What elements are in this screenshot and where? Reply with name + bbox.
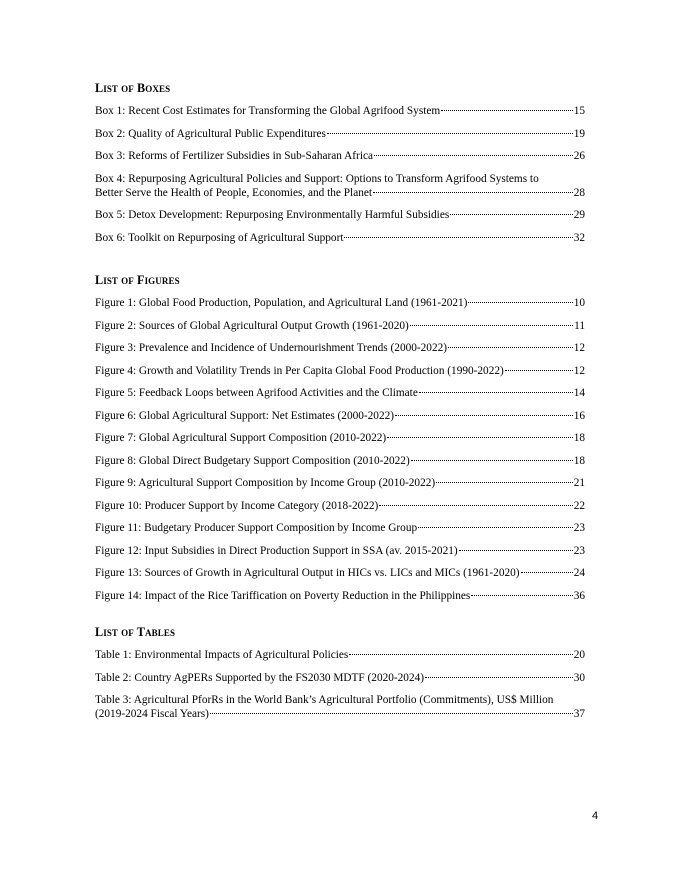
entry-title: Figure 10: Producer Support by Income Category (2018-2022) [95, 499, 379, 512]
entry-title: Table 2: Country AgPERs Supported by the FS2030 MDTF (2020-2024) [95, 671, 425, 684]
toc-entry-box-5[interactable] [95, 208, 585, 222]
leader-dots [448, 347, 573, 348]
entry-title: Figure 9: Agricultural Support Composition by Income Group (2010-2022) [95, 477, 436, 489]
toc-entry-figure-13[interactable] [95, 566, 585, 580]
leader-dots [373, 192, 573, 193]
leader-dots [210, 713, 573, 714]
entry-page: 18 [573, 432, 585, 444]
leader-dots [468, 302, 572, 303]
entry-page: 10 [573, 297, 585, 309]
toc-entry-table-1[interactable] [95, 648, 585, 662]
entry-page: 12 [573, 364, 585, 377]
toc-entry-figure-10[interactable] [95, 499, 585, 513]
entry-title: Figure 12: Input Subsidies in Direct Production Support in SSA (av. 2015-2021) [95, 544, 458, 557]
leader-dots [387, 437, 573, 438]
leader-dots [410, 325, 573, 326]
leader-dots [505, 370, 573, 371]
list-of-boxes [95, 81, 585, 253]
entry-page: 15 [573, 105, 585, 117]
toc-entry-figure-12[interactable] [95, 544, 585, 558]
leader-dots [411, 460, 573, 461]
entry-page: 36 [573, 589, 585, 602]
entry-title: (2019-2024 Fiscal Years) [95, 708, 209, 720]
entry-title: Figure 1: Global Food Production, Population, and Agricultural Land (1961-2021) [95, 297, 468, 309]
entry-page: 30 [573, 671, 585, 684]
toc-entry-figure-8[interactable] [95, 454, 585, 468]
entry-page: 21 [573, 477, 585, 489]
toc-entry-box-3[interactable] [95, 149, 585, 163]
leader-dots [471, 595, 572, 596]
toc-entry-figure-5[interactable] [95, 386, 585, 400]
entry-page: 32 [573, 231, 585, 244]
leader-dots [395, 415, 573, 416]
entry-title: Box 6: Toolkit on Repurposing of Agricultural Support [95, 231, 344, 244]
entry-title: Figure 7: Global Agricultural Support Composition (2010-2022) [95, 432, 387, 444]
leader-dots [441, 110, 573, 111]
toc-entry-box-1[interactable] [95, 104, 585, 118]
toc-entry-box-2[interactable] [95, 127, 585, 141]
leader-dots [349, 654, 572, 655]
list-of-figures-heading: List of Figures [95, 273, 180, 287]
entry-title: Figure 13: Sources of Growth in Agricultural Output in HICs vs. LICs and MICs (1961-2020) [95, 567, 520, 579]
entry-page: 20 [573, 649, 585, 661]
entry-title-line1: Box 4: Repurposing Agricultural Policies and Support: Options to Transform Agrifood Systems to [95, 172, 539, 185]
list-of-boxes-heading: List of Boxes [95, 81, 171, 95]
list-of-tables-heading: List of Tables [95, 625, 176, 639]
entry-title: Box 3: Reforms of Fertilizer Subsidies in Sub-Saharan Africa [95, 150, 373, 162]
entry-title: Figure 6: Global Agricultural Support: Net Estimates (2000-2022) [95, 409, 395, 422]
entry-page: 24 [573, 567, 585, 579]
leader-dots [459, 550, 573, 551]
entry-title: Better Serve the Health of People, Economies, and the Planet [95, 186, 373, 199]
entry-title: Figure 14: Impact of the Rice Tariffication on Poverty Reduction in the Philippines [95, 589, 471, 602]
entry-title: Figure 4: Growth and Volatility Trends in Per Capita Global Food Production (1990-2022) [95, 364, 504, 377]
leader-dots [419, 392, 573, 393]
toc-entry-figure-11[interactable] [95, 521, 585, 535]
list-of-tables [95, 625, 585, 730]
entry-title: Figure 3: Prevalence and Incidence of Undernourishment Trends (2000-2022) [95, 342, 448, 354]
leader-dots [436, 482, 573, 483]
list-of-figures [95, 273, 585, 611]
entry-title: Box 1: Recent Cost Estimates for Transforming the Global Agrifood System [95, 105, 441, 117]
leader-dots [327, 133, 573, 134]
entry-page: 12 [573, 342, 585, 354]
entry-title: Figure 2: Sources of Global Agricultural Output Growth (1961-2020) [95, 319, 409, 332]
leader-dots [379, 505, 572, 506]
leader-dots [521, 572, 573, 573]
entry-page: 18 [573, 454, 585, 467]
entry-title: Table 1: Environmental Impacts of Agricultural Policies [95, 649, 349, 661]
toc-entry-figure-4[interactable] [95, 364, 585, 378]
toc-entry-box-6[interactable] [95, 231, 585, 245]
leader-dots [344, 237, 572, 238]
entry-page: 28 [573, 186, 585, 199]
entry-page: 19 [573, 127, 585, 140]
toc-entry-figure-9[interactable] [95, 476, 585, 490]
page-number: 4 [592, 810, 599, 822]
leader-dots [374, 155, 573, 156]
entry-page: 26 [573, 150, 585, 162]
toc-entry-figure-3[interactable] [95, 341, 585, 355]
toc-entry-figure-2[interactable] [95, 319, 585, 333]
entry-page: 23 [573, 522, 585, 534]
toc-entry-box-4[interactable] [95, 172, 585, 200]
entry-page: 29 [573, 209, 585, 221]
toc-entry-figure-1[interactable] [95, 296, 585, 310]
entry-title: Figure 11: Budgetary Producer Support Composition by Income Group [95, 522, 418, 534]
toc-entry-table-3[interactable] [95, 693, 585, 721]
toc-entry-figure-7[interactable] [95, 431, 585, 445]
entry-page: 16 [573, 409, 585, 422]
leader-dots [425, 677, 573, 678]
toc-entry-table-2[interactable] [95, 671, 585, 685]
toc-entry-figure-14[interactable] [95, 589, 585, 603]
entry-page: 11 [574, 319, 585, 332]
entry-page: 22 [573, 499, 585, 512]
entry-title: Box 5: Detox Development: Repurposing Environmentally Harmful Subsidies [95, 209, 450, 221]
entry-title-line1: Table 3: Agricultural PforRs in the World Bank’s Agricultural Portfolio (Commitments), US$ Million [95, 694, 554, 706]
entry-page: 23 [573, 544, 585, 557]
toc-entry-figure-6[interactable] [95, 409, 585, 423]
leader-dots [418, 527, 573, 528]
entry-page: 37 [573, 708, 585, 720]
leader-dots [450, 214, 572, 215]
entry-page: 14 [573, 387, 585, 399]
entry-title: Figure 5: Feedback Loops between Agrifood Activities and the Climate [95, 387, 418, 399]
entry-title: Box 2: Quality of Agricultural Public Expenditures [95, 127, 326, 140]
entry-title: Figure 8: Global Direct Budgetary Support Composition (2010-2022) [95, 454, 410, 467]
